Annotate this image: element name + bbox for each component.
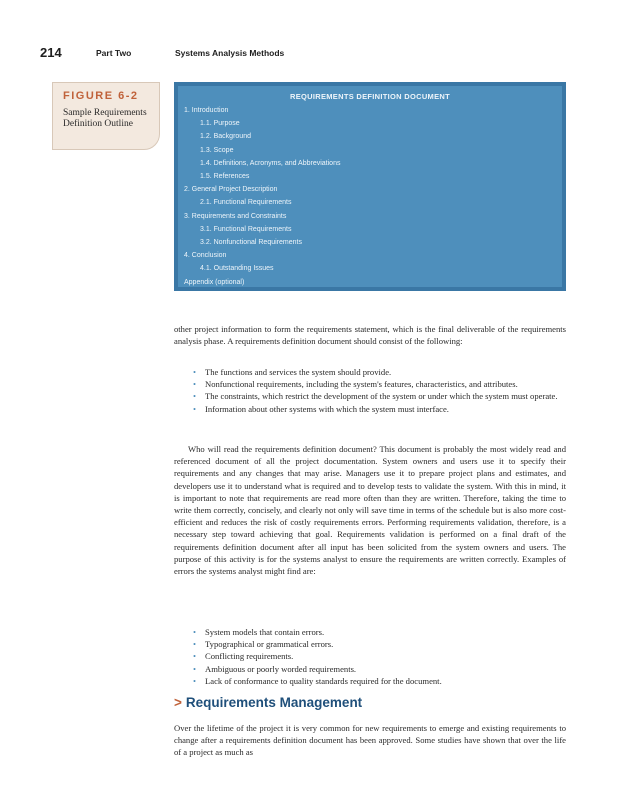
figure-caption-box: [52, 82, 160, 150]
outline-item: 4. Conclusion: [184, 252, 227, 260]
list-item: • Nonfunctional requirements, including the system's features, characteristics, and attributes.: [193, 378, 563, 390]
outline-item: 3.2. Nonfunctional Requirements: [200, 239, 302, 247]
figure-panel-title: REQUIREMENTS DEFINITION DOCUMENT: [289, 92, 451, 101]
paragraph: [174, 323, 566, 347]
list-item: • Lack of conformance to quality standards required for the document.: [193, 675, 563, 687]
outline-item: 1.1. Purpose: [200, 120, 240, 128]
paragraph-text: Over the lifetime of the project it is very common for new requirements to emerge and existing requirements to change after a requirements definition document has been approved. Some studies have shown that over the life of a project as much as: [174, 723, 566, 758]
part-label: Part Two: [96, 48, 132, 58]
list-item: • System models that contain errors.: [193, 626, 563, 638]
outline-item: 1.2. Background: [200, 133, 251, 141]
outline-item: 3.1. Functional Requirements: [200, 225, 292, 233]
paragraph-text: Who will read the requirements definition document? This document is probably the most widely read and referenced document of all the project documentation. System owners and users use it to specify their requirements and any changes that may arise. Managers use it to prepare project plans and estimates, and developers use it to understand what is required and to develop tests to validate the system. With this in mind, it is important to note that requirements are read more often than they are written. Therefore, taking the time to write them correctly, concisely, and clearly not only will save time in terms of the schedule but is also more cost-efficient and reduces the risk of costly requirements errors. Performing requirements validation, therefore, is a necessary step toward achieving that goal. Requirements validation is performed on a final draft of the requirements definition document after all input has been solicited from the system owners and users. The purpose of this activity is for the systems analyst to ensure the requirements are written correctly. Examples of errors the systems analyst might find are:: [174, 444, 566, 577]
paragraph-text: other project information to form the requirements statement, which is the final deliverable of the requirements analysis phase. A requirements definition document should consist of the following:: [174, 324, 566, 347]
outline-item: 1.3. Scope: [200, 146, 234, 154]
list-item: • Typographical or grammatical errors.: [193, 638, 563, 650]
outline-list: [184, 104, 556, 289]
outline-item: 2.1. Functional Requirements: [200, 199, 292, 207]
section-heading-text: Requirements Management: [185, 695, 363, 710]
list-item: • Information about other systems with which the system must interface.: [193, 403, 563, 415]
list-item: • Conflicting requirements.: [193, 650, 563, 662]
section-label: Systems Analysis Methods: [175, 48, 285, 58]
outline-item: 1.4. Definitions, Acronyms, and Abbreviations: [200, 159, 341, 167]
outline-item: 1. Introduction: [184, 107, 229, 114]
list-item: • Ambiguous or poorly worded requirements.: [193, 663, 563, 675]
chevron-right-icon: >: [174, 695, 182, 710]
list-item: • The functions and services the system should provide.: [193, 366, 563, 378]
bullet-list: [193, 366, 563, 415]
list-item: • The constraints, which restrict the development of the system or under which the system must operate.: [193, 390, 563, 402]
figure-panel: [174, 82, 566, 291]
figure-caption: Sample Requirements Definition Outline: [63, 108, 147, 129]
running-header: [40, 45, 579, 62]
section-heading: [174, 695, 362, 710]
outline-item: 2. General Project Description: [184, 186, 278, 194]
paragraph: [174, 722, 566, 759]
outline-item: 4.1. Outstanding Issues: [200, 265, 274, 273]
outline-item: 1.5. References: [200, 173, 250, 181]
figure-label: FIGURE 6-2: [63, 90, 139, 102]
paragraph: [174, 443, 566, 577]
page-number: 214: [40, 45, 62, 60]
outline-item: Appendix (optional): [184, 278, 245, 286]
outline-item: 3. Requirements and Constraints: [184, 212, 287, 220]
bullet-list: [193, 626, 563, 687]
